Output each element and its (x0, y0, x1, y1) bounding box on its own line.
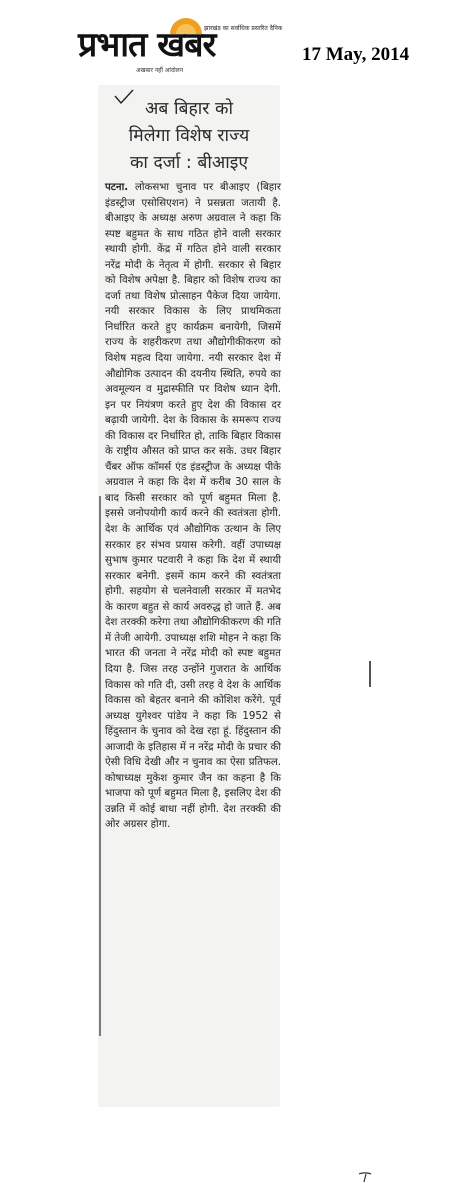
article-headline (99, 96, 279, 177)
margin-line (99, 496, 101, 1036)
article-body-text: लोकसभा चुनाव पर बीआइए (बिहार इंडस्ट्रीज एसोसिएशन) ने प्रसन्नता जतायी है. बीआइए के अध्यक्ष अरुण अग्रवाल ने कहा कि स्पष्ट बहुमत के साथ गठित होने वाली सरकार स्थायी होगी. केंद्र में गठित होने वाली सरकार नरेंद्र मोदी के नेतृत्व में होगी. सरकार से बिहार को विशेष अपेक्षा है. बिहार को विशेष राज्य का दर्जा तथा विशेष प्रोत्साहन पैकेज दिया जायेगा. नयी सरकार विकास के लिए प्राथमिकता निर्धारित करते हुए कार्यक्रम बनायेगी, जिसमें राज्य के शहरीकरण तथा औद्योगीकीकरण को विशेष महत्व दिया जायेगा. नयी सरकार देश में औद्योगिक उत्पादन की दयनीय स्थिति, रुपये का अवमूल्यन व मुद्रास्फीति पर विशेष ध्यान देगी. इन पर नियंत्रण करते हुए देश की विकास दर बढ़ायी जायेगी. देश के विकास के समरूप राज्य की विकास दर निर्धारित हो, ताकि बिहार विकास के राष्ट्रीय औसत को प्राप्त कर सके. उधर बिहार चैंबर ऑफ कॉमर्स एंड इंडस्ट्रीज के अध्यक्ष पीके अग्रवाल ने कहा कि देश में करीब 30 साल के बाद किसी सरकार को पूर्ण बहुमत मिला है. इससे जनोपयोगी कार्य करने की स्वतंत्रता होगी. देश के आर्थिक एवं औद्योगिक उत्थान के लिए सरकार हर संभव प्रयास करेगी. वहीं उपाध्यक्ष सुभाष कुमार पटवारी ने कहा कि देश में स्थायी सरकार बनेगी. इसमें काम करने की स्वतंत्रता होगी. सहयोग से चलनेवाली सरकार में मतभेद के कारण बहुत से कार्य अवरुद्ध हो जाते हैं. अब देश तरक्की करेगा तथा औद्योगिकीकरण की गति में तेजी आयेगी. उपाध्यक्ष शशि मोहन ने कहा कि भारत की जनता ने नरेंद्र मोदी को स्पष्ट बहुमत दिया है. जिस तरह उन्होंने गुजरात के आर्थिक विकास को गति दी, उसी तरह वे देश के आर्थिक विकास को बेहतर बनाने की कोशिश करेंगे. पूर्व अध्यक्ष युगेश्वर पांडेय ने कहा कि 1952 से हिंदुस्तान के चुनाव को देख रहा हूं. हिंदुस्तान की आजादी के इतिहास में न नरेंद्र मोदी के प्रचार की ऐसी विधि देखी और न चुनाव का ऐसा प्रतिफल. कोषाध्यक्ष मुकेश कुमार जैन का कहना है कि भाजपा को पूर्ण बहुमत मिला है, इसलिए देश की उन्नति में कोई बाधा नहीं होगी. देश तरक्की की ओर अग्रसर होगा. (105, 182, 281, 831)
headline-line: का दर्जा : बीआइए (129, 153, 249, 173)
masthead-subtag: अखबार नहीं आंदोलन (136, 67, 184, 74)
newspaper-logo: प्रभात खबर (78, 25, 216, 65)
newspaper-masthead (78, 18, 283, 74)
margin-mark (369, 661, 371, 687)
end-mark-icon (357, 1171, 373, 1183)
article-body (105, 180, 281, 833)
masthead-tagline: झारखंड का सर्वाधिक प्रसारित दैनिक (204, 25, 283, 32)
news-clipping (99, 86, 279, 1106)
headline-line: मिलेगा विशेष राज्य (128, 126, 250, 146)
headline-line: अब बिहार को (145, 99, 233, 119)
article-dateline: पटना. (105, 182, 129, 193)
publication-date: 17 May, 2014 (302, 44, 410, 65)
